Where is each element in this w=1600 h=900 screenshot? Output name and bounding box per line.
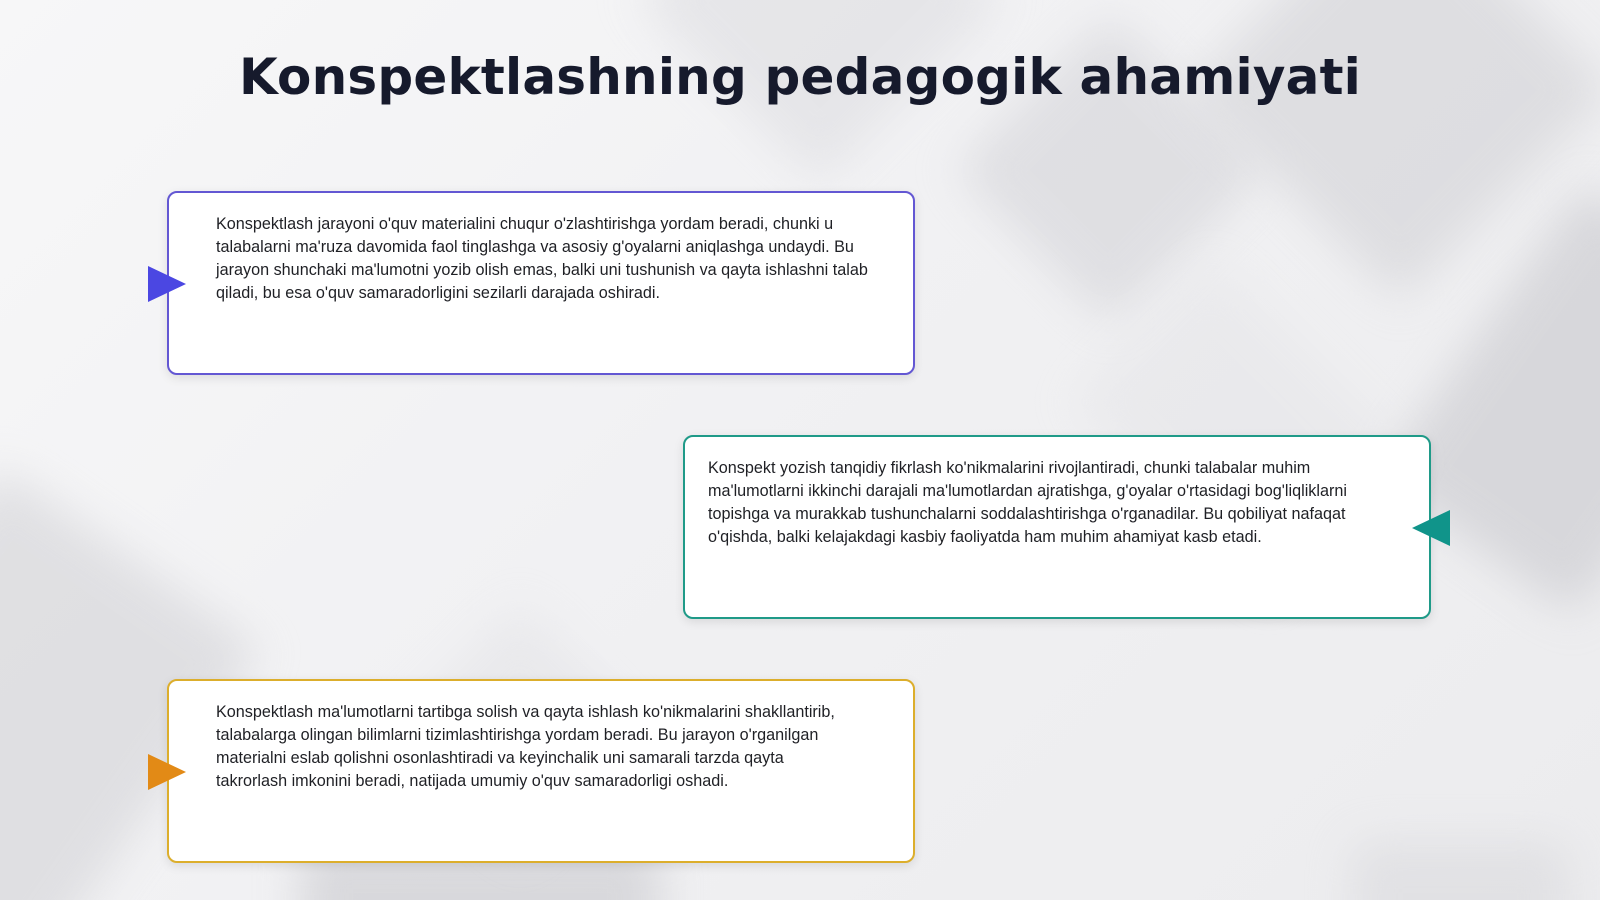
point-card-3 [167, 679, 915, 863]
triangle-left-icon [1412, 510, 1450, 546]
triangle-right-icon [148, 266, 186, 302]
point-card-1 [167, 191, 915, 375]
point-card-text: Konspektlash ma'lumotlarni tartibga solish va qayta ishlash ko'nikmalarini shakllantirib, talabalarga olingan bilimlarni tizimlashtirishga yordam beradi. Bu jarayon o'rganilgan materialni eslab qolishni osonlashtiradi va keyinchalik uni samarali tarzda qayta takrorlash imkonini beradi, natijada umumiy o'quv samaradorligi oshadi. [216, 703, 835, 790]
point-card-2 [683, 435, 1431, 619]
background-shape [1350, 840, 1570, 900]
point-card-text: Konspektlash jarayoni o'quv materialini chuqur o'zlashtirishga yordam beradi, chunki u talabalarni ma'ruza davomida faol tinglashga va asosiy g'oyalarni aniqlashga undaydi. Bu jarayon shunchaki ma'lumotni yozib olish emas, balki uni tushunish va qayta ishlashni talab qiladi, bu esa o'quv samaradorligini sezilarli darajada oshiradi. [216, 215, 868, 302]
triangle-right-icon [148, 754, 186, 790]
slide-title: Konspektlashning pedagogik ahamiyati [238, 48, 1362, 106]
point-card-text: Konspekt yozish tanqidiy fikrlash ko'nikmalarini rivojlantiradi, chunki talabalar muhim ma'lumotlarni ikkinchi darajali ma'lumotlardan ajratishga, g'oyalar o'rtasidagi bog'liqliklarni topishga va murakkab tushunchalarni soddalashtirishga o'rganadilar. Bu qobiliyat nafaqat o'qishda, balki kelajakdagi kasbiy faoliyatda ham muhim ahamiyat kasb etadi. [708, 459, 1347, 546]
